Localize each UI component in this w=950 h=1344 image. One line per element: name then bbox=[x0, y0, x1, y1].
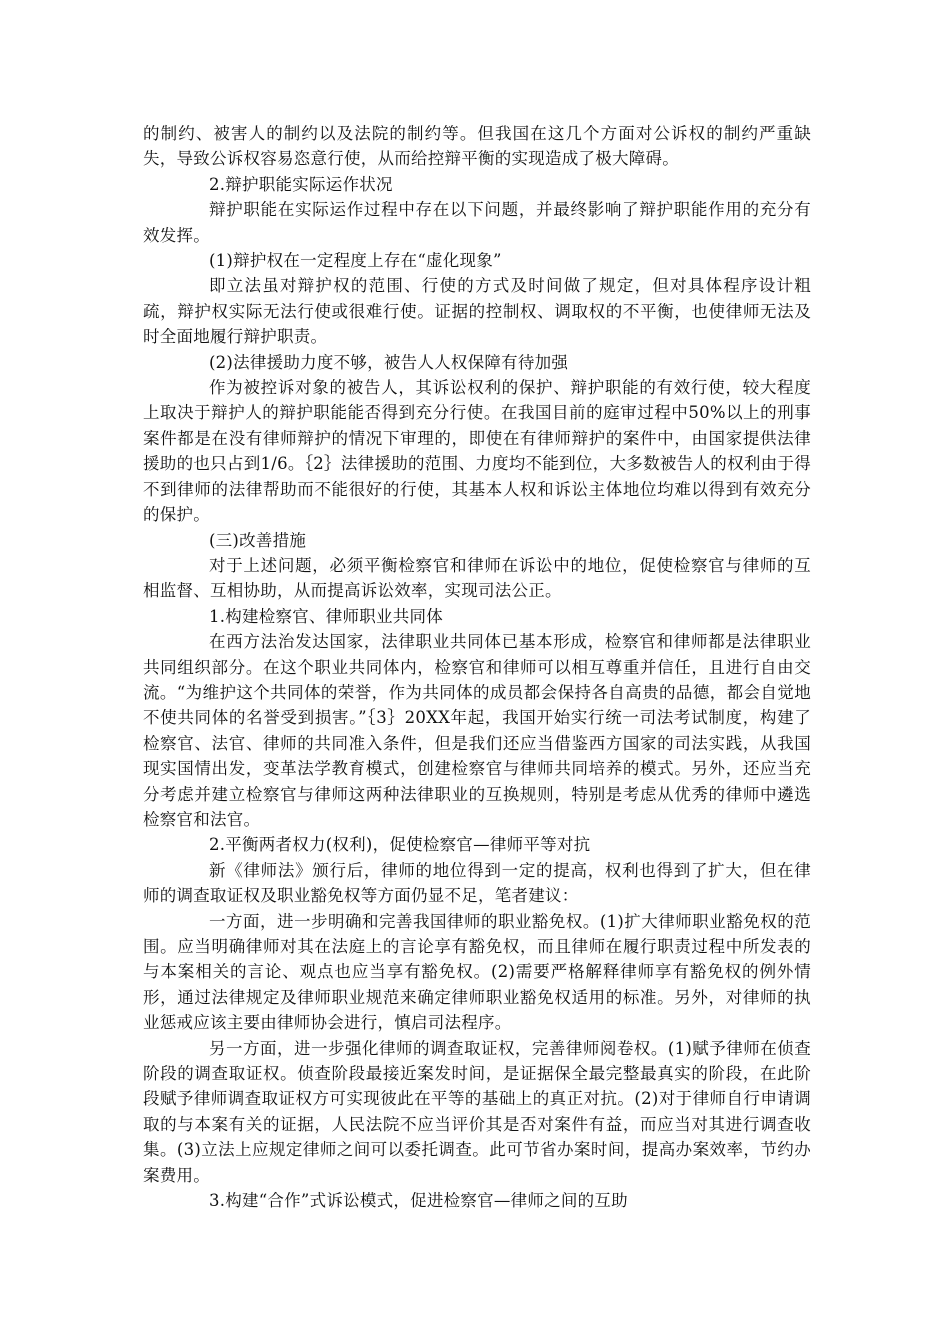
document-body bbox=[143, 121, 811, 1213]
section-heading: 2.辩护职能实际运作状况 bbox=[209, 174, 393, 194]
subsection-heading: 1.构建检察官、律师职业共同体 bbox=[209, 606, 443, 626]
paragraph: 在西方法治发达国家，法律职业共同体已基本形成，检察官和律师都是法律职业共同组织部分。在这个职业共同体内，检察官和律师可以相互尊重并信任，且进行自由交流。“为维护这个共同体的荣誉，作为共同体的成员都会保持各自高贵的品德，都会自觉地不使共同体的名誉受到损害。”｛3｝20XX年起，我国开始实行统一司法考试制度，构建了检察官、法官、律师的共同准入条件，但是我们还应当借鉴西方国家的司法实践，从我国现实国情出发，变革法学教育模式，创建检察官与律师共同培养的模式。另外，还应当充分考虑并建立检察官与律师这两种法律职业的互换规则，特别是考虑从优秀的律师中遴选检察官和法官。 bbox=[143, 632, 811, 829]
paragraph: 新《律师法》颁行后，律师的地位得到一定的提高，权利也得到了扩大，但在律师的调查取证权及职业豁免权等方面仍显不足，笔者建议： bbox=[143, 860, 811, 906]
paragraph: 作为被控诉对象的被告人，其诉讼权利的保护、辩护职能的有效行使，较大程度上取决于辩护人的辩护职能能否得到充分行使。在我国目前的庭审过程中50%以上的刑事案件都是在没有律师辩护的情况下审理的，即使在有律师辩护的案件中，由国家提供法律援助的也只占到1/6。｛2｝法律援助的范围、力度均不能到位，大多数被告人的权利由于得不到律师的法律帮助而不能很好的行使，其基本人权和诉讼主体地位均难以得到有效充分的保护。 bbox=[143, 378, 811, 525]
paragraph: 另一方面，进一步强化律师的调查取证权，完善律师阅卷权。(1)赋予律师在侦查阶段的调查取证权。侦查阶段最接近案发时间，是证据保全最完整最真实的阶段，在此阶段赋予律师调查取证权方可实现彼此在平等的基础上的真正对抗。(2)对于律师自行申请调取的与本案有关的证据，人民法院不应当评价其是否对案件有益，而应当对其进行调查收集。(3)立法上应规定律师之间可以委托调查。此可节省办案时间，提高办案效率，节约办案费用。 bbox=[143, 1038, 811, 1185]
paragraph: 对于上述问题，必须平衡检察官和律师在诉讼中的地位，促使检察官与律师的互相监督、互相协助，从而提高诉讼效率，实现司法公正。 bbox=[143, 555, 811, 601]
paragraph: 的制约、被害人的制约以及法院的制约等。但我国在这几个方面对公诉权的制约严重缺失，导致公诉权容易恣意行使，从而给控辩平衡的实现造成了极大障碍。 bbox=[143, 124, 811, 169]
paragraph: 一方面，进一步明确和完善我国律师的职业豁免权。(1)扩大律师职业豁免权的范围。应当明确律师对其在法庭上的言论享有豁免权，而且律师在履行职责过程中所发表的与本案相关的言论、观点也应当享有豁免权。(2)需要严格解释律师享有豁免权的例外情形，通过法律规定及律师职业规范来确定律师职业豁免权适用的标准。另外，对律师的执业惩戒应该主要由律师协会进行，慎启司法程序。 bbox=[143, 911, 811, 1033]
subsection-heading: 2.平衡两者权力(权利)，促使检察官—律师平等对抗 bbox=[209, 835, 591, 855]
section-heading: (三)改善措施 bbox=[209, 530, 307, 550]
subsection-heading: (2)法律援助力度不够，被告人人权保障有待加强 bbox=[209, 352, 569, 372]
paragraph: 即立法虽对辩护权的范围、行使的方式及时间做了规定，但对具体程序设计粗疏，辩护权实际无法行使或很难行使。证据的控制权、调取权的不平衡，也使律师无法及时全面地履行辩护职责。 bbox=[143, 276, 811, 347]
paragraph: 辩护职能在实际运作过程中存在以下问题，并最终影响了辩护职能作用的充分有效发挥。 bbox=[143, 200, 811, 245]
subsection-heading: (1)辩护权在一定程度上存在“虚化现象” bbox=[209, 251, 502, 271]
subsection-heading: 3.构建“合作”式诉讼模式，促进检察官—律师之间的互助 bbox=[209, 1191, 628, 1211]
